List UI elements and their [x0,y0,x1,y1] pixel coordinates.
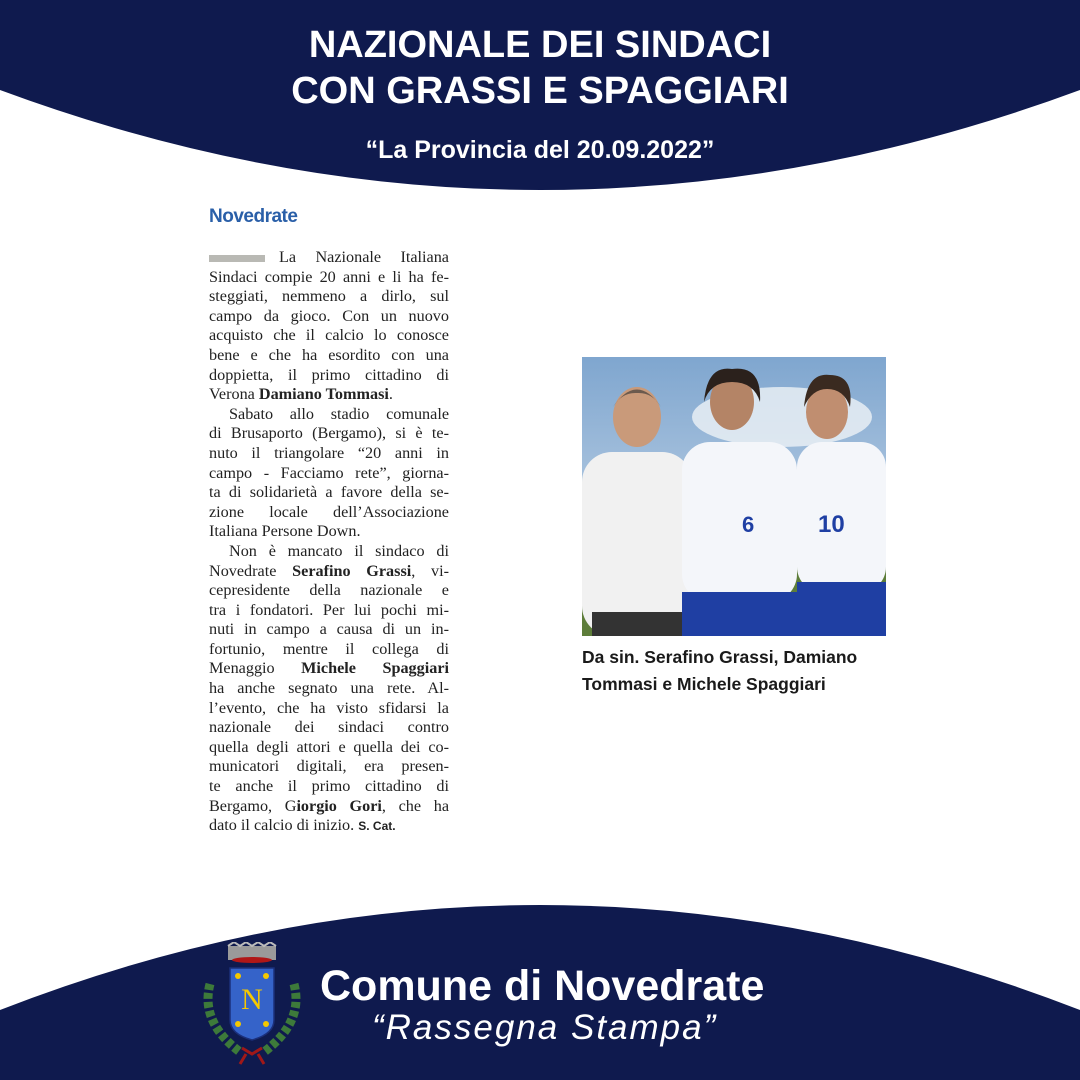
article-line [209,307,449,327]
bold-name: iorgio Gori [296,796,382,815]
article-line [209,699,449,719]
text-segment: zione locale dell’Associazione [209,502,449,521]
coat-of-arms-logo [196,942,308,1066]
text-segment: Non è mancato il sindaco di [229,541,449,560]
jersey-number-10: 10 [818,511,845,538]
text-segment: doppietta, il primo cittadino di [209,365,449,384]
text-segment: steggiati, nemmeno a dirlo, sul [209,287,449,306]
article-line [209,757,449,777]
crest-letter: N [241,983,263,1016]
text-segment: di Brusaporto (Bergamo), si è te- [209,424,449,443]
article-line [209,326,449,346]
article-line [209,287,449,307]
text-segment: Italiana Persone Down. [209,522,361,541]
article-line [209,777,449,797]
article-line [209,503,449,523]
text-segment: nuto il triangolare “20 anni in [209,443,449,462]
text-segment: Menaggio [209,659,302,678]
lead-rule [209,255,265,262]
text-segment: campo da gioco. Con un nuovo [209,306,449,325]
page-title [0,22,1080,114]
text-segment: . [388,385,393,404]
photo-caption: Da sin. Serafino Grassi, Damiano Tommasi e Michele Spaggiari [582,647,858,694]
text-segment: te anche il primo cittadino di [209,777,449,796]
article-line [209,483,449,503]
text-segment: ta di solidarietà a favore della se- [209,483,449,502]
text-segment: l’evento, che ha visto sfidarsi la [209,698,449,717]
bold-name: Serafino Grassi [292,561,412,580]
section-heading: Novedrate [209,206,298,227]
article-line [209,640,449,660]
article-line [209,659,449,679]
article-line [209,346,449,366]
text-segment: tra i fondatori. Per lui pochi mi- [209,600,449,619]
article-line [209,424,449,444]
bold-name: S. Cat. [358,819,396,834]
article-line [209,601,449,621]
article-line [209,444,449,464]
article-line [209,620,449,640]
text-segment: fortunio, mentre il collega di [209,639,449,658]
text-segment: campo - Facciamo rete”, giorna- [209,463,449,482]
text-segment: nuti in campo a causa di un in- [209,620,449,639]
bold-name: Damiano Tommasi [258,385,389,404]
article-photo [582,357,886,636]
text-segment: bene e che ha esordito con una [209,345,449,364]
text-segment: nazionale dei sindaci contro [209,718,449,737]
article-line [209,679,449,699]
article-line [209,738,449,758]
text-segment: , che ha [381,796,449,815]
text-segment: , vi- [411,561,449,580]
article-line [209,522,449,542]
text-segment: quella degli attori e quella dei co- [209,737,449,756]
text-segment: Verona [209,385,259,404]
text-segment: acquisto che il calcio lo conosce [209,326,449,345]
text-segment: Bergamo, G [209,796,297,815]
article-line [209,248,449,268]
text-segment: Novedrate [209,561,293,580]
article-line [209,816,449,836]
source-label: “La Provincia del 20.09.2022” [365,136,715,164]
footer-title: Comune di Novedrate [320,962,765,1010]
article-line [209,562,449,582]
text-segment: cepresidente della nazionale e [209,581,449,600]
text-segment: ha anche segnato una rete. Al- [209,679,449,698]
bold-name: Michele Spaggiari [301,659,449,678]
text-segment: La Nazionale Italiana [279,248,449,266]
jersey-number-6: 6 [742,512,755,537]
article-body [209,248,449,836]
text-segment: dato il calcio di inizio. [209,816,359,835]
article-line [209,718,449,738]
article-line [209,797,449,817]
article-line [209,542,449,562]
text-segment: Sabato allo stadio comunale [229,404,449,423]
title-line-1: NAZIONALE DEI SINDACI [308,24,772,66]
article-line [209,385,449,405]
article-line [209,366,449,386]
article-line [209,581,449,601]
article-line [209,405,449,425]
text-segment: Sindaci compie 20 anni e li ha fe- [209,267,449,286]
article-line [209,464,449,484]
article-line [209,268,449,288]
footer-subtitle: “Rassegna Stampa” [372,1008,718,1047]
text-segment: municatori digitali, era presen- [209,757,449,776]
title-line-2: CON GRASSI E SPAGGIARI [291,70,789,112]
